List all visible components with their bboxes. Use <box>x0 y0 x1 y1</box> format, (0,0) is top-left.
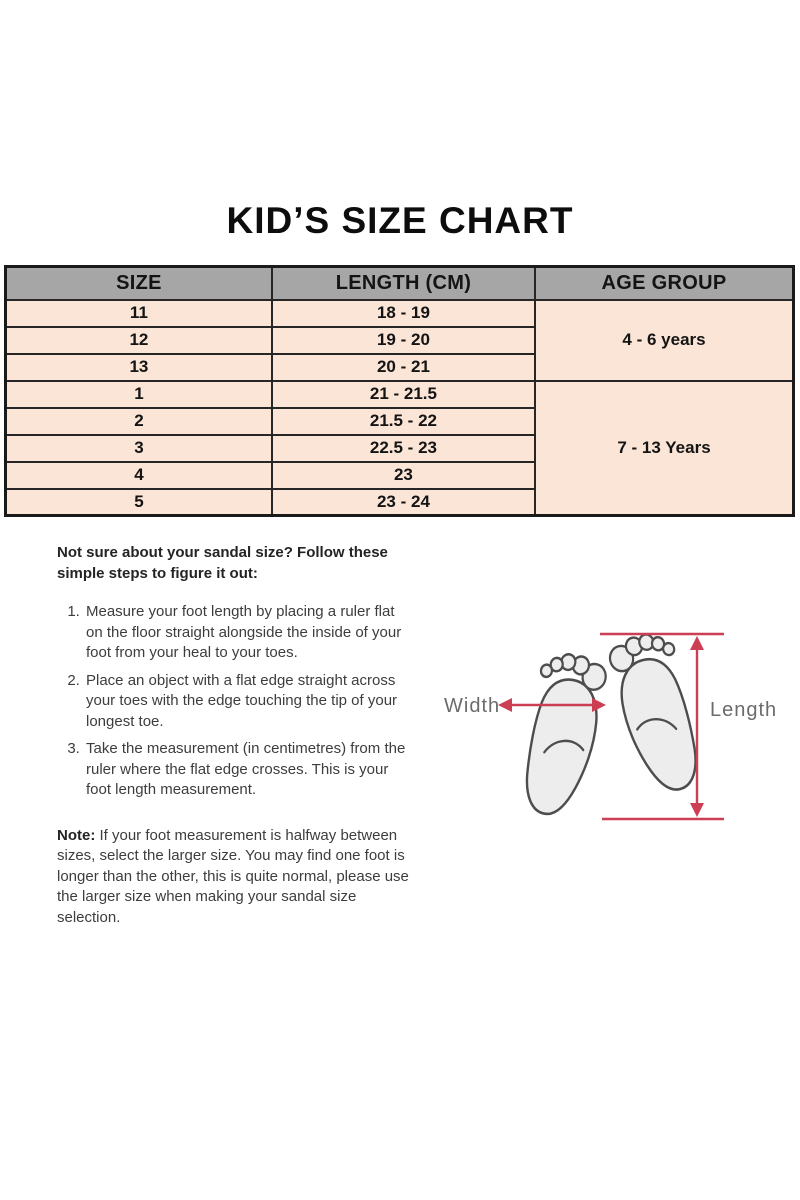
size-cell: 5 <box>6 489 272 516</box>
age-group-cell: 4 - 6 years <box>535 300 793 381</box>
size-cell: 1 <box>6 381 272 408</box>
length-cell: 21.5 - 22 <box>272 408 535 435</box>
col-header-length: LENGTH (CM) <box>272 267 535 300</box>
table-row <box>6 381 794 408</box>
steps-list <box>57 602 413 801</box>
instructions-section <box>57 543 413 928</box>
note-label: Note: <box>57 826 96 844</box>
length-cell: 20 - 21 <box>272 354 535 381</box>
step-item-1: 1. Measure your foot length by placing a ruler flat on the floor straight alongside the inside of your foot from your heal to your toes. <box>84 602 413 664</box>
note-paragraph <box>57 826 413 929</box>
col-header-age: AGE GROUP <box>535 267 793 300</box>
length-cell: 19 - 20 <box>272 327 535 354</box>
table-row <box>6 300 794 327</box>
length-cell: 23 <box>272 462 535 489</box>
step-item-2: 2. Place an object with a flat edge straight across your toes with the edge touching the tip of your longest toe. <box>84 671 413 733</box>
foot-measurement-diagram <box>420 598 790 848</box>
length-cell: 23 - 24 <box>272 489 535 516</box>
size-cell: 4 <box>6 462 272 489</box>
size-table <box>4 265 795 517</box>
right-foot-illustration <box>606 629 707 798</box>
size-cell: 3 <box>6 435 272 462</box>
length-cell: 22.5 - 23 <box>272 435 535 462</box>
size-cell: 12 <box>6 327 272 354</box>
left-foot-illustration <box>517 650 609 820</box>
width-label: Width <box>444 695 501 717</box>
size-cell: 11 <box>6 300 272 327</box>
size-cell: 13 <box>6 354 272 381</box>
note-text: If your foot measurement is halfway between sizes, select the larger size. You may find one foot is longer than the other, this is quite normal, please use the larger size when making your sandal size selection. <box>57 826 409 926</box>
length-cell: 18 - 19 <box>272 300 535 327</box>
age-group-cell: 7 - 13 Years <box>535 381 793 516</box>
size-table-head <box>6 267 794 300</box>
step-item-3: 3. Take the measurement (in centimetres) from the ruler where the flat edge crosses. This is your foot length measurement. <box>84 739 413 801</box>
size-table-body <box>6 300 794 516</box>
length-label: Length <box>710 699 778 721</box>
length-cell: 21 - 21.5 <box>272 381 535 408</box>
header-row <box>6 267 794 300</box>
col-header-size: SIZE <box>6 267 272 300</box>
size-cell: 2 <box>6 408 272 435</box>
page-title: KID’S SIZE CHART <box>226 200 574 241</box>
instructions-intro: Not sure about your sandal size? Follow these simple steps to figure it out: <box>57 544 388 582</box>
